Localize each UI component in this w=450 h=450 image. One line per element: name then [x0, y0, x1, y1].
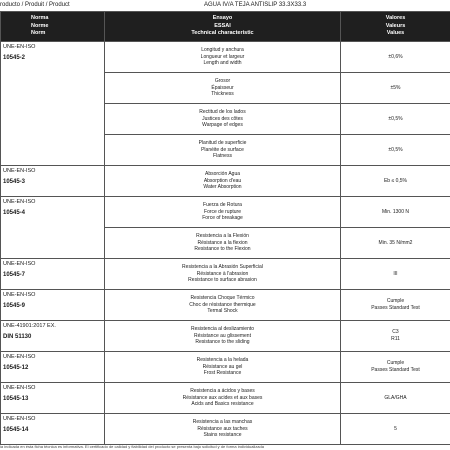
- test-cell: Planitud de superficie Planéite de surface Flatness: [105, 135, 341, 166]
- norm-cell: UNE-EN-ISO 10545-9: [1, 290, 105, 321]
- table-row: [1, 321, 450, 352]
- test-cell: Resistencia a las manchas Résistance aux taches Stains resistance: [105, 414, 341, 445]
- norm-cell: UNE-EN-ISO 10545-4: [1, 197, 105, 259]
- table-row: [1, 290, 450, 321]
- value-cell: Min. 35 N/mm2: [341, 228, 450, 259]
- table-row: [1, 42, 450, 73]
- table-row: [1, 383, 450, 414]
- value-cell: Min. 1300 N: [341, 197, 450, 228]
- value-cell: 5: [341, 414, 450, 445]
- table-row: [1, 197, 450, 228]
- test-cell: Absorción Agua Absorption d'eau Water Absorption: [105, 166, 341, 197]
- test-cell: Rectitud de los lados Justices des côtes Warpage of edges: [105, 104, 341, 135]
- column-header-values: Valores Valeurs Values: [341, 12, 450, 42]
- table-row: [1, 166, 450, 197]
- test-cell: Resistencia a la Abrasión Superficial Résistance à l'abrasion Resistance to surface abrasion: [105, 259, 341, 290]
- value-cell: C3 R11: [341, 321, 450, 352]
- norm-cell: UNE-EN-ISO 10545-7: [1, 259, 105, 290]
- column-header-norm: Norma Norme Norm: [1, 12, 105, 42]
- test-cell: Longitud y anchura Longueur et largeur Length and width: [105, 42, 341, 73]
- norm-cell: UNE-EN-ISO 10545-3: [1, 166, 105, 197]
- footer-note: ia indicada en ésta ficha técnica es informativa. El certificado de calidad y fiabilidad del producto se presenta bajo solicitud y de forma individualizada: [0, 444, 264, 449]
- product-label: roducto / Produit / Product: [0, 2, 70, 8]
- norm-cell: UNE-EN-ISO 10545-12: [1, 352, 105, 383]
- technical-specs-table: [0, 11, 450, 445]
- norm-cell: UNE-41901:2017 EX. DIN 51130: [1, 321, 105, 352]
- test-cell: Resistencia a ácidos y bases Résistance aux acides et aux bases Acids and Basics resistance: [105, 383, 341, 414]
- value-cell: ±0,5%: [341, 104, 450, 135]
- norm-cell: UNE-EN-ISO 10545-13: [1, 383, 105, 414]
- value-cell: Cumple Passes Standard Test: [341, 352, 450, 383]
- value-cell: ±0,5%: [341, 135, 450, 166]
- norm-cell: UNE-EN-ISO 10545-2: [1, 42, 105, 166]
- table-row: [1, 352, 450, 383]
- value-cell: Eb ≤ 0,5%: [341, 166, 450, 197]
- table-row: [1, 414, 450, 445]
- test-cell: Fuerza de Rotura Force de rupture Force of breakage: [105, 197, 341, 228]
- test-cell: Grosor Épaisseur Thickness: [105, 73, 341, 104]
- test-cell: Resistencia a la Flexión Résistance a la flexion Resistance to the Flexion: [105, 228, 341, 259]
- value-cell: GLA/GHA: [341, 383, 450, 414]
- norm-cell: UNE-EN-ISO 10545-14: [1, 414, 105, 445]
- test-cell: Resistencia a la helada Résistance au gel Frost Resistance: [105, 352, 341, 383]
- test-cell: Resistencia al deslizamiento Résistance au glissement Resistance to the sliding: [105, 321, 341, 352]
- column-header-test: Ensayo ESSAI Technical characteristic: [105, 12, 341, 42]
- table-row: [1, 259, 450, 290]
- value-cell: III: [341, 259, 450, 290]
- value-cell: Cumple Passes Standard Test: [341, 290, 450, 321]
- test-cell: Resistencia Choque Térmico Choc de résistance thermique Termal Shock: [105, 290, 341, 321]
- product-name: AGUA IV/A TEJA ANTISLIP 33.3X33.3: [204, 2, 307, 8]
- table-header-row: [1, 12, 450, 42]
- document-header: [0, 0, 450, 11]
- value-cell: ±0,6%: [341, 42, 450, 73]
- value-cell: ±5%: [341, 73, 450, 104]
